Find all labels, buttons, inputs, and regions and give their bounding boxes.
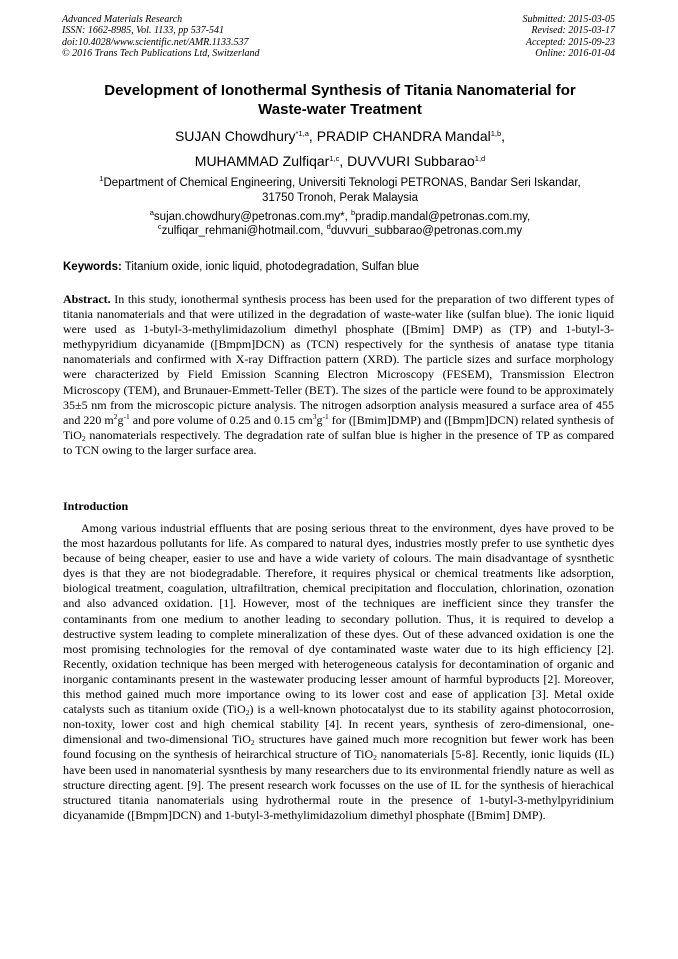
author-list bbox=[60, 124, 620, 174]
affiliation bbox=[60, 176, 620, 206]
superscript: 3 bbox=[312, 411, 317, 421]
abstract bbox=[63, 292, 614, 458]
author-separator: , bbox=[308, 128, 317, 144]
email-mark: d bbox=[326, 222, 331, 231]
author-affil-mark: 1,c bbox=[329, 154, 340, 163]
author-emails bbox=[60, 210, 620, 238]
author-line-2 bbox=[60, 149, 620, 174]
superscript: 2 bbox=[113, 411, 118, 421]
paper-title bbox=[70, 81, 610, 119]
author-affil-mark: 1,b bbox=[490, 129, 502, 138]
journal-issn: ISSN: 1662-8985, Vol. 1133, pp 537-541 bbox=[62, 25, 225, 37]
body-text: nanomaterials [5-8]. Recently, ionic liquids (IL) have been used in nanomaterial sysnthesis by many researchers due to its environmental friendly nature as well as structure directing agent. [9]. The present research work focusses on the use of IL for the synthesis of hierachical structured titania nanomaterials using hydrothermal route in the presence of 1-butyl-3-methylpyridinium dicyanamide ([Bmpm]DCN) and 1-butyl-3-methylimidazolium dimethyl phosphate ([Bmim] DMP). bbox=[63, 747, 614, 822]
subscript: 2 bbox=[250, 738, 255, 748]
introduction-paragraph bbox=[63, 521, 614, 823]
email-mark: a bbox=[149, 208, 154, 217]
author-name: DUVVURI Subbarao bbox=[347, 153, 475, 169]
email-line-1 bbox=[60, 210, 620, 224]
author-separator: , bbox=[339, 153, 348, 169]
keywords bbox=[63, 260, 623, 274]
author-separator: , bbox=[501, 128, 506, 144]
author-affil-mark: 1,d bbox=[474, 154, 486, 163]
subscript: 2 bbox=[81, 433, 86, 443]
email-address: pradip.mandal@petronas.com.my, bbox=[355, 211, 531, 223]
abstract-text: nanomaterials respectively. The degradation rate of sulfan blue is higher in the presence of TP as compared to TCN owing to the larger surface area. bbox=[63, 427, 614, 457]
affiliation-text: Department of Chemical Engineering, Universiti Teknologi PETRONAS, Bandar Seri Iskandar, bbox=[103, 177, 581, 189]
date-accepted: Accepted: 2015-09-23 bbox=[525, 36, 615, 48]
publication-dates bbox=[523, 14, 616, 60]
title-line-1: Development of Ionothermal Synthesis of Titania Nanomaterial for bbox=[104, 82, 576, 99]
keywords-label: Keywords: bbox=[63, 261, 122, 273]
affiliation-line-2: 31750 Tronoh, Perak Malaysia bbox=[262, 192, 418, 204]
author-name: SUJAN Chowdhury bbox=[174, 128, 296, 144]
abstract-text: In this study, ionothermal synthesis process has been used for the preparation of two different types of titania nanomaterials and that were utilized in the degradation of waste-water like (sulfan blue). The ionic liquid were used as 1-butyl-3-methylimidazolium dimethyl phosphate ([Bmim] DMP) as (TP) and 1-butyl-3-methypyridium dicyanamide ([Bmpm]DCN) as (TCN) respectively for the synthesis of anatase type titania nanomaterials and confirmed with X-ray Diffraction pattern (XRD). The particle sizes and surface morphology were characterized by Field Emission Scanning Electron Microscopy (FESEM), Transmission Electron Microscopy (TEM), and Brunauer-Emmett-Teller (BET). The sizes of the particle were found to be approximately 35±5 nm from the microscopic picture analysis. The nitrogen adsorption analysis measured a surface area of 455 and 220 m bbox=[63, 292, 614, 427]
email-line-2 bbox=[60, 224, 620, 238]
author-name: PRADIP CHANDRA Mandal bbox=[316, 128, 491, 144]
email-mark: b bbox=[350, 208, 356, 217]
subscript: 2 bbox=[245, 708, 250, 718]
journal-name: Advanced Materials Research bbox=[62, 14, 183, 25]
superscript: -1 bbox=[123, 411, 130, 421]
date-submitted: Submitted: 2015-03-05 bbox=[522, 14, 615, 25]
abstract-text: g bbox=[316, 412, 323, 427]
keywords-text: Titanium oxide, ionic liquid, photodegradation, Sulfan blue bbox=[121, 261, 420, 273]
date-revised: Revised: 2015-03-17 bbox=[531, 25, 615, 37]
journal-copyright: © 2016 Trans Tech Publications Ltd, Switzerland bbox=[62, 48, 260, 60]
superscript: -1 bbox=[322, 411, 329, 421]
author-line-1 bbox=[60, 124, 620, 149]
email-address: duvvuri_subbarao@petronas.com.my bbox=[330, 225, 523, 237]
date-online: Online: 2016-01-04 bbox=[535, 48, 615, 60]
subscript: 2 bbox=[373, 753, 377, 763]
author-name: MUHAMMAD Zulfiqar bbox=[194, 153, 330, 169]
email-address: sujan.chowdhury@petronas.com.my*, bbox=[153, 211, 351, 223]
journal-info bbox=[62, 14, 260, 60]
body-text: ) is a well-known photocatalyst due to its stability against photocorrosion, non-toxity, lower cost and high chemical stability [4]. In recent years, synthesis of zero-dimensional, one-dimensional and two-dimensional TiO bbox=[63, 702, 614, 747]
abstract-label: Abstract. bbox=[63, 292, 111, 306]
section-heading-introduction: Introduction bbox=[63, 499, 129, 513]
title-line-2: Waste-water Treatment bbox=[258, 101, 422, 118]
journal-doi: doi:10.4028/www.scientific.net/AMR.1133.537 bbox=[62, 36, 249, 48]
abstract-text: g bbox=[117, 412, 124, 427]
email-address: zulfiqar_rehmani@hotmail.com, bbox=[161, 225, 327, 237]
affiliation-line-1 bbox=[60, 176, 620, 191]
body-text: Among various industrial effluents that are posing serious threat to the environment, dyes have proved to be the most hazardous pollutants for life. As compared to natural dyes, industries mostly prefer to use synthetic dyes because of being cheaper, easier to use and have a wide variety of colours. The main disadvantage of sysnthetic dyes is that they are not biodegradable. Therefore, it requires physical or chemical treatments like adsorption, biological treatment, coagulation, ultrafiltration, chemical precipitation and flocculation, chlorination, ozonation and also advanced oxidation. [1]. However, most of the techniques are inefficient since they transfer the contaminants from one medium to another leading to secondary pollution. Thus, it is required to develop a destructive system leading to complete mineralization of these dyes. Out of these advanced oxidation is one the most promising technologies for the removal of dye contaminated waste water due to its high efficiency [2]. Recently, oxidation technique has been merged with heterogeneous catalysis for decontamination of organic and inorganic contaminants present in the wastewater producing lesser amount of harmful byproducts [2]. Moreover, this method gained much more importance owing to its lower cost and ease of application [3]. Metal oxide catalysts such as titanium oxide (TiO bbox=[63, 521, 614, 717]
affiliation-mark: 1 bbox=[99, 174, 104, 183]
author-affil-mark: *1,a bbox=[295, 129, 309, 138]
body-text: structures have gained much more recognition but fewer work has been found focusing on the synthesis of heirarchical structure of TiO bbox=[63, 732, 614, 762]
abstract-text: and pore volume of 0.25 and 0.15 cm bbox=[129, 412, 313, 427]
abstract-text: for ([Bmim]DMP) and ([Bmpm]DCN) related synthesis of TiO bbox=[63, 412, 614, 442]
email-mark: c bbox=[157, 222, 162, 231]
